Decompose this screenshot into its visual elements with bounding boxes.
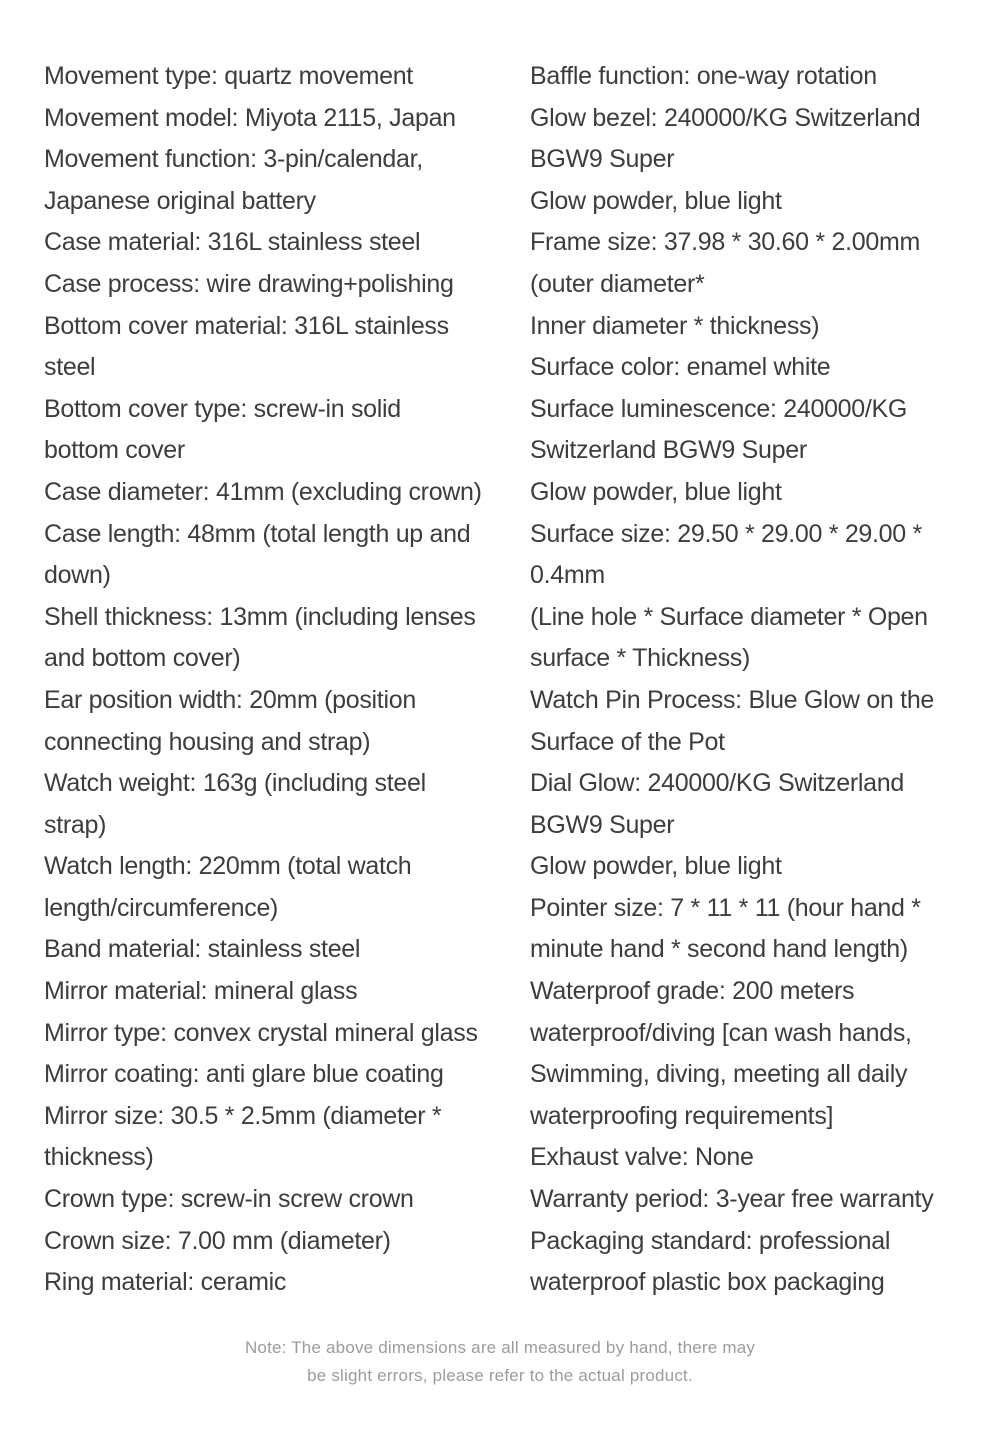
spec-line: minute hand * second hand length): [530, 935, 908, 964]
spec-line: Swimming, diving, meeting all daily: [530, 1060, 908, 1089]
spec-line: waterproof/diving [can wash hands,: [530, 1018, 912, 1047]
spec-line: waterproof plastic box packaging: [530, 1268, 885, 1297]
spec-line: BGW9 Super: [530, 810, 675, 839]
measurement-note: [0, 1334, 1000, 1390]
spec-line: waterproofing requirements]: [530, 1101, 834, 1130]
spec-line: Pointer size: 7 * 11 * 11 (hour hand *: [530, 893, 921, 922]
spec-line: Case diameter: 41mm (excluding crown): [44, 477, 482, 506]
spec-line: Glow powder, blue light: [530, 477, 782, 506]
spec-line: Case length: 48mm (total length up and: [44, 519, 471, 548]
spec-line: Case process: wire drawing+polishing: [44, 269, 454, 298]
spec-line: and bottom cover): [44, 644, 241, 673]
spec-line: Surface of the Pot: [530, 727, 725, 756]
spec-line: Crown type: screw-in screw crown: [44, 1185, 414, 1214]
spec-line: Mirror material: mineral glass: [44, 977, 358, 1006]
spec-column-right: [530, 56, 990, 1304]
spec-line: strap): [44, 810, 107, 839]
spec-line: Mirror coating: anti glare blue coating: [44, 1060, 444, 1089]
spec-line: down): [44, 561, 111, 590]
spec-line: Watch Pin Process: Blue Glow on the: [530, 685, 935, 714]
spec-line: Glow powder, blue light: [530, 186, 782, 215]
spec-line: Warranty period: 3-year free warranty: [530, 1185, 934, 1214]
spec-line: (Line hole * Surface diameter * Open: [530, 602, 928, 631]
spec-line: Ear position width: 20mm (position: [44, 685, 416, 714]
spec-line: 0.4mm: [530, 561, 605, 590]
spec-line: length/circumference): [44, 893, 279, 922]
spec-line: thickness): [44, 1143, 154, 1172]
spec-line: Case material: 316L stainless steel: [44, 228, 421, 257]
spec-line: Band material: stainless steel: [44, 935, 361, 964]
spec-line: Glow bezel: 240000/KG Switzerland: [530, 103, 921, 132]
spec-line: Surface luminescence: 240000/KG: [530, 394, 908, 423]
spec-line: BGW9 Super: [530, 145, 675, 174]
spec-line: connecting housing and strap): [44, 727, 371, 756]
spec-line: Dial Glow: 240000/KG Switzerland: [530, 769, 904, 798]
spec-line: Exhaust valve: None: [530, 1143, 754, 1172]
spec-line: Frame size: 37.98 * 30.60 * 2.00mm: [530, 228, 920, 257]
spec-line: Surface size: 29.50 * 29.00 * 29.00 *: [530, 519, 922, 548]
spec-line: Waterproof grade: 200 meters: [530, 977, 855, 1006]
spec-line: Japanese original battery: [44, 186, 316, 215]
spec-line: surface * Thickness): [530, 644, 751, 673]
spec-line: Watch weight: 163g (including steel: [44, 769, 426, 798]
spec-line: Bottom cover type: screw-in solid: [44, 394, 401, 423]
spec-line: Crown size: 7.00 mm (diameter): [44, 1226, 391, 1255]
spec-line: Mirror size: 30.5 * 2.5mm (diameter *: [44, 1101, 442, 1130]
spec-line: Surface color: enamel white: [530, 353, 831, 382]
note-line: be slight errors, please refer to the actual product.: [307, 1365, 693, 1385]
note-line: Note: The above dimensions are all measured by hand, there may: [244, 1337, 756, 1357]
spec-line: Ring material: ceramic: [44, 1268, 287, 1297]
spec-column-left: [44, 56, 530, 1304]
spec-line: Shell thickness: 13mm (including lenses: [44, 602, 476, 631]
spec-line: Watch length: 220mm (total watch: [44, 852, 412, 881]
spec-line: (outer diameter*: [530, 269, 705, 298]
spec-line: Glow powder, blue light: [530, 852, 782, 881]
spec-line: Baffle function: one-way rotation: [530, 62, 877, 90]
spec-line: Mirror type: convex crystal mineral glass: [44, 1018, 478, 1047]
spec-line: Movement model: Miyota 2115, Japan: [44, 103, 456, 132]
spec-line: Inner diameter * thickness): [530, 311, 820, 340]
spec-line: Movement type: quartz movement: [44, 62, 413, 90]
spec-line: Switzerland BGW9 Super: [530, 436, 807, 465]
spec-line: bottom cover: [44, 436, 185, 465]
spec-line: Packaging standard: professional: [530, 1226, 891, 1255]
spec-line: Movement function: 3-pin/calendar,: [44, 145, 423, 174]
spec-line: Bottom cover material: 316L stainless: [44, 311, 449, 340]
spec-line: steel: [44, 353, 96, 382]
